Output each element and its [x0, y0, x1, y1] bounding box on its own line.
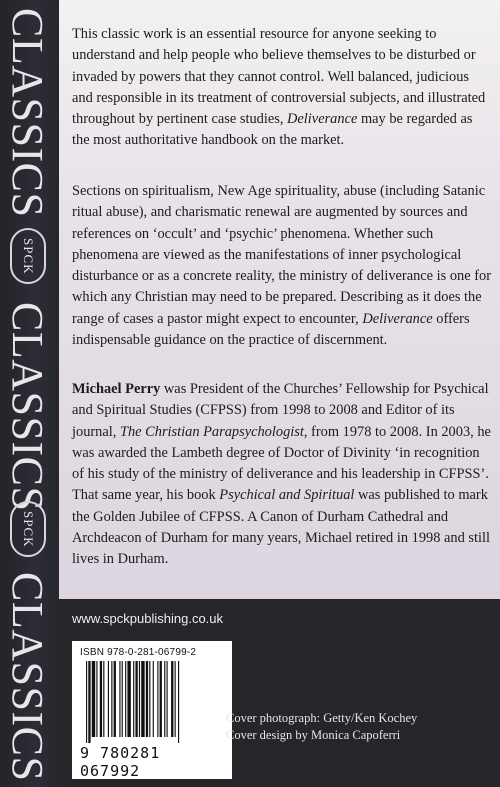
book-title: Deliverance — [362, 310, 433, 327]
spine-word-classics: CLASSICS — [3, 302, 52, 512]
spck-seal-icon — [10, 228, 46, 284]
author-bio — [72, 379, 492, 571]
p1-text-end: may be regarded as the most authoritative handbook on the market. — [72, 111, 473, 149]
journal-title: The Christian Parapsychologist — [119, 423, 304, 440]
blurb-paragraph-1 — [72, 24, 492, 152]
isbn-label: ISBN 978-0-281-06799-2 — [80, 647, 197, 658]
bio-text: was published to mark the Golden Jubilee of CFPSS. A Canon of Durham Cathedral and Archdeacon of Durham for many years, Michael retired in 1998 and still lives in Durham. — [72, 487, 490, 568]
cover-credits — [226, 710, 417, 744]
bio-text: , from 1978 to 2008. In 2003, he was awarded the Lambeth degree of Doctor of Divinity ‘in recognition of his study of the ministry of deliverance and his leadership in CFPSS’. That same year, his book — [72, 423, 491, 504]
book-title: Deliverance — [287, 111, 358, 128]
spine-word-classics: CLASSICS — [3, 8, 52, 218]
design-credit: Cover design by Monica Capoferri — [226, 728, 401, 742]
back-cover-footer — [59, 599, 500, 787]
spine-word-classics: CLASSICS — [3, 572, 52, 782]
seal-text: SPCK — [21, 237, 36, 275]
p2-text: Sections on spiritualism, New Age spirituality, abuse (including Satanic ritual abuse), and charismatic renewal are augmented by sources and references on ‘occult’ and ‘psychic’ phenomena. Whether such phenomena are viewed as the manifestations of inner psychological disturbance or as a concrete reality, the ministry of deliverance is one for which any Christian may need to be prepared. Describing as it does the range of cases a pastor might expect to encounter, — [72, 183, 492, 327]
barcode-box — [72, 641, 232, 779]
spck-seal-icon — [10, 501, 46, 557]
book-title: Psychical and Spiritual — [219, 487, 355, 504]
blurb-panel — [59, 0, 500, 599]
blurb-paragraph-2 — [72, 181, 492, 351]
barcode-digits: 9 780281 067992 — [80, 744, 161, 780]
seal-text: SPCK — [21, 510, 36, 548]
barcode-icon — [80, 661, 224, 743]
p1-text: This classic work is an essential resource for anyone seeking to understand and help people who believe themselves to be disturbed or invaded by powers that they cannot control. Well balanced, judicious and responsible in its treatment of controversial subjects, and illustrated throughout by pertinent case studies, — [72, 26, 486, 128]
photo-credit: Cover photograph: Getty/Ken Kochey — [226, 711, 418, 725]
spine — [0, 0, 59, 787]
author-name: Michael Perry — [72, 381, 161, 397]
bio-text: was President of the Churches’ Fellowship for Psychical and Spiritual Studies (CFPSS) from 1998 to 2008 and Editor of its journal, — [72, 381, 489, 440]
publisher-website: www.spckpublishing.co.uk — [72, 611, 224, 626]
p2-text-end: offers indispensable guidance on the practice of discernment. — [72, 310, 470, 349]
